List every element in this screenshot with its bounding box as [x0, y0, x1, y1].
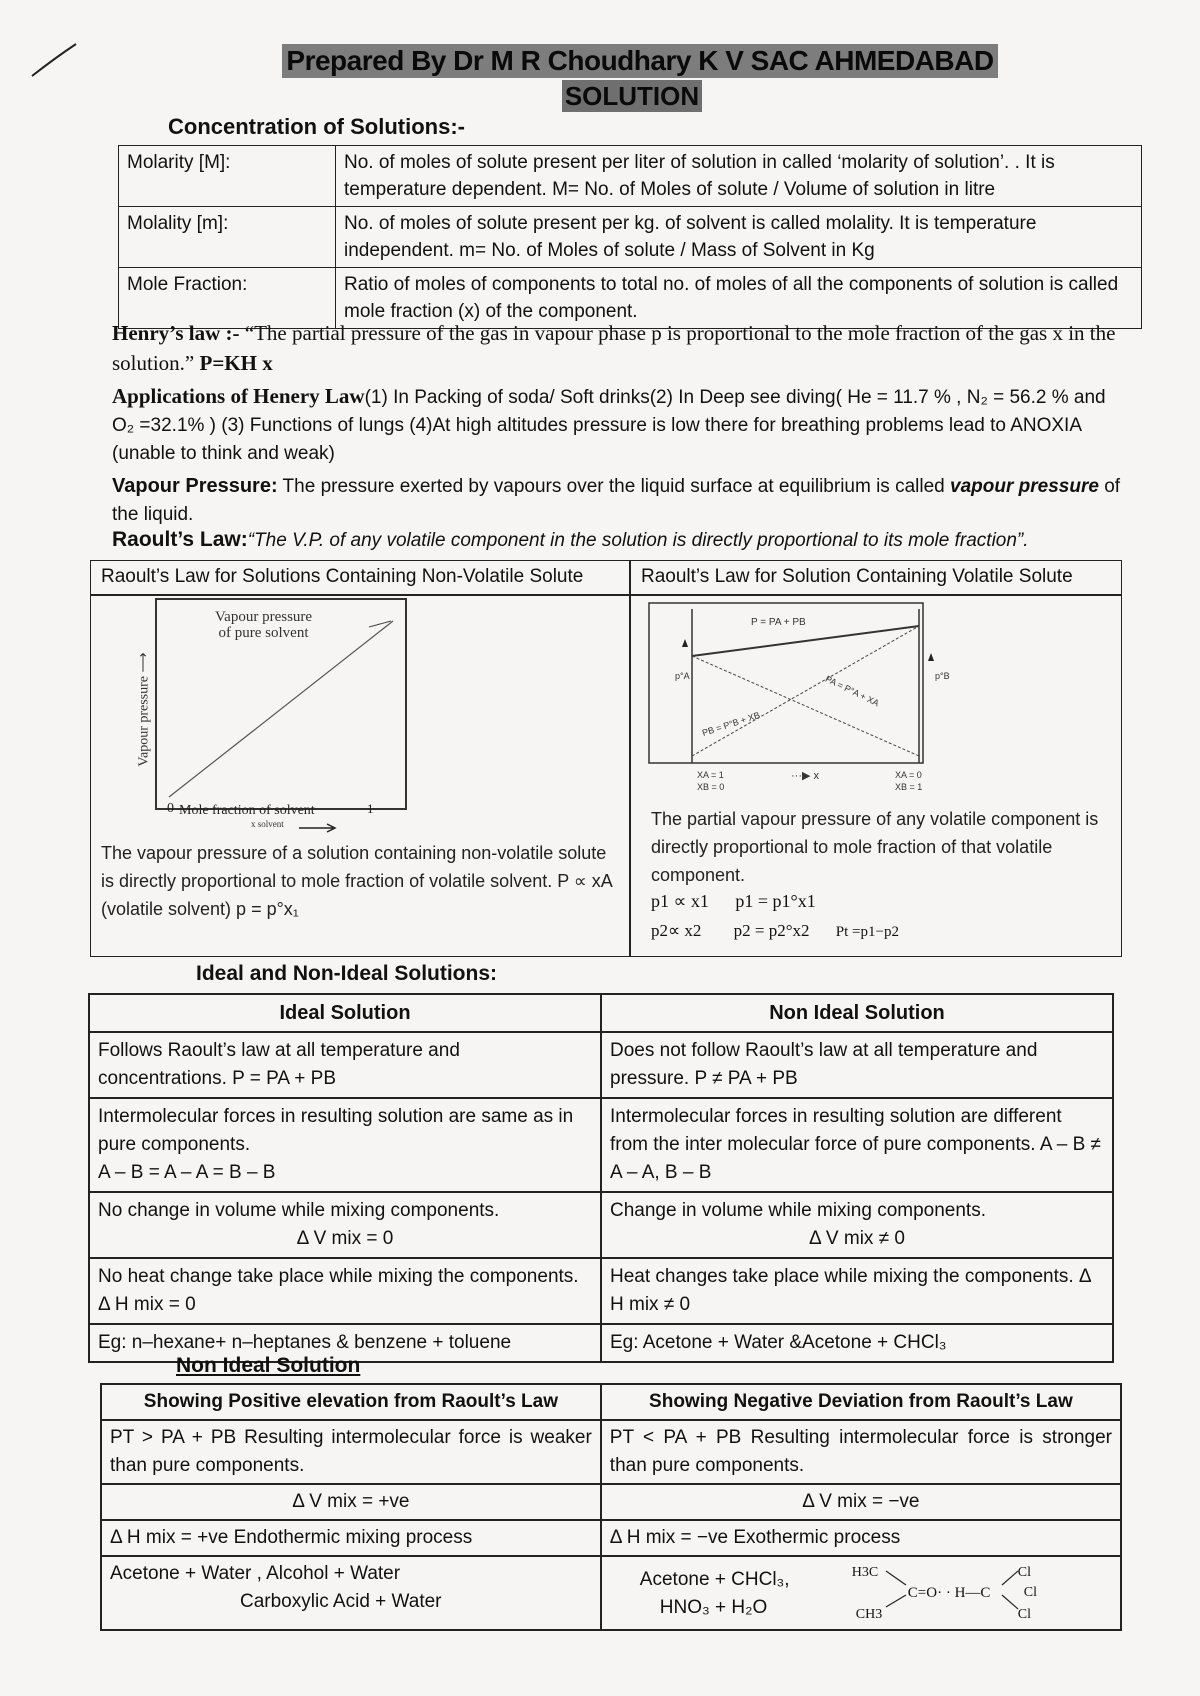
struct-carbonyl-chain: C=O· · H—C [907, 1585, 991, 1601]
pure-solvent-label-line1: Vapour pressure [215, 609, 313, 625]
vapour-text-1: The pressure exerted by vapours over the liquid surface at equilibrium is called [277, 476, 951, 497]
ideal-r3-text: No change in volume while mixing components. [98, 1200, 500, 1221]
ideal-r4: No heat change take place while mixing the components. Δ H mix = 0 [89, 1258, 601, 1324]
negative-r4-line1: Acetone + CHCl₃, [639, 1569, 790, 1590]
applications-label: Applications of Henery Law [112, 384, 365, 408]
struct-cl-1: Cl [1017, 1565, 1032, 1580]
nonideal-r3-formula: Δ V mix ≠ 0 [809, 1228, 905, 1249]
struct-cl-3: Cl [1017, 1607, 1032, 1622]
deviation-table [100, 1383, 1122, 1631]
struct-cl-2: Cl [1023, 1585, 1038, 1600]
arrow-right-icon [299, 823, 339, 833]
struct-bonds [852, 1559, 1092, 1623]
pa0-label: p°A [675, 671, 690, 681]
ideal-r2-formula: A – B = A – A = B – B [98, 1162, 276, 1183]
document-subtitle: SOLUTION [562, 80, 702, 112]
table-row [101, 1420, 1121, 1484]
negative-r4 [601, 1556, 1121, 1630]
col-negative-deviation: Showing Negative Deviation from Raoult’s Law [601, 1384, 1121, 1420]
left-x-labels [697, 769, 724, 793]
nonideal-r1: Does not follow Raoult’s law at all temperature and pressure. P ≠ PA + PB [601, 1032, 1113, 1098]
xa-equals-0: XA = 0 [895, 770, 922, 780]
henry-formula: P=KH x [199, 351, 273, 375]
table-row [101, 1520, 1121, 1556]
table-row [119, 146, 1142, 207]
table-row [101, 1556, 1121, 1630]
term-molality: Molality [m]: [119, 207, 336, 268]
table-row [101, 1484, 1121, 1520]
ideal-heading: Ideal and Non-Ideal Solutions: [196, 962, 498, 985]
applications-text: (1) In Packing of soda/ Soft drinks(2) In Deep see diving( He = 11.7 % , N₂ = 56.2 % and O₂ =32.1% ) (3) Functions of lungs (4)At high altitudes pressure is low there for breathing problems lead to ANOXIA (unable to think and weak) [112, 387, 1106, 464]
raoult-text: “The V.P. of any volatile component in the solution is directly proportional to its mole fraction”. [247, 530, 1029, 551]
henry-label: Henry’s law :- [112, 321, 240, 345]
total-pressure-label: P = PA + PB [751, 617, 806, 628]
table-row [89, 1032, 1113, 1098]
raoult-right-title: Raoult’s Law for Solution Containing Volatile Solute [641, 566, 1073, 587]
henry-text: “The partial pressure of the gas in vapour phase p is proportional to the mole fraction of the gas x in the solution.” [112, 321, 1116, 375]
nonideal-r3 [601, 1192, 1113, 1258]
non-volatile-solute-graph [121, 597, 511, 837]
nonideal-r2: Intermolecular forces in resulting solution are different from the inter molecular force of pure components. A – B ≠ A – A, B – B [601, 1098, 1113, 1192]
raoult-left-title: Raoult’s Law for Solutions Containing Non-Volatile Solute [101, 566, 584, 587]
raoult-comparison-box [90, 560, 1122, 957]
volatile-eq-row-1 [651, 891, 816, 912]
ideal-r2-text: Intermolecular forces in resulting solution are same as in pure components. [98, 1106, 574, 1155]
ideal-r2 [89, 1098, 601, 1192]
ideal-r1: Follows Raoult’s law at all temperature and concentrations. P = PA + PB [89, 1032, 601, 1098]
table-header-row [89, 994, 1113, 1032]
positive-r2: Δ V mix = +ve [101, 1484, 601, 1520]
x-solvent-sub-label: x solvent [251, 819, 284, 829]
vapour-label: Vapour Pressure: [112, 475, 278, 497]
ideal-r3 [89, 1192, 601, 1258]
vapour-text-2: of the liquid. [112, 476, 1121, 525]
col-positive-deviation: Showing Positive elevation from Raoult’s Law [101, 1384, 601, 1420]
p1-proportional: p1 ∝ x1 [651, 891, 709, 911]
non-volatile-description: The vapour pressure of a solution containing non-volatile solute is directly proportional to mole fraction of volatile solvent. P ∝ xA (volatile solvent) p = p°x₁ [101, 843, 612, 919]
p1-equation: p1 = p1°x1 [735, 891, 816, 911]
non-ideal-heading: Non Ideal Solution [176, 1354, 361, 1377]
p2-equation: p2 = p2°x2 [733, 921, 810, 940]
ideal-r5: Eg: n–hexane+ n–heptanes & benzene + toluene [89, 1324, 601, 1362]
x-axis-label: x [813, 770, 820, 782]
negative-r3: Δ H mix = −ve Exothermic process [601, 1520, 1121, 1556]
term-molarity: Molarity [M]: [119, 146, 336, 207]
pb0-label: p°B [935, 671, 950, 681]
right-x-labels [895, 769, 922, 793]
raoult-label: Raoult’s Law: [112, 528, 248, 551]
document-title: Prepared By Dr M R Choudhary K V SAC AHMEDABAD [282, 44, 998, 78]
x-tick-zero: 0 [167, 801, 174, 816]
pure-solvent-label [215, 609, 312, 641]
negative-r4-line2: HNO₃ + H₂O [659, 1597, 768, 1618]
p2-proportional: p2∝ x2 [651, 921, 702, 940]
col-non-ideal: Non Ideal Solution [601, 994, 1113, 1032]
pb-line-label: PB = P°B + XB [700, 709, 762, 739]
term-mole-fraction: Mole Fraction: [119, 268, 336, 329]
nonideal-r3-text: Change in volume while mixing components. [610, 1200, 986, 1221]
vapour-emph: vapour pressure [950, 476, 1099, 497]
positive-r4 [101, 1556, 601, 1630]
table-row [119, 207, 1142, 268]
table-row [89, 1258, 1113, 1324]
positive-r4-line2: Carboxylic Acid + Water [240, 1591, 442, 1612]
henry-law-paragraph [112, 318, 1122, 378]
pure-solvent-label-line2: of pure solvent [218, 625, 309, 641]
negative-r1: PT < PA + PB Resulting intermolecular force is stronger than pure components. [601, 1420, 1121, 1484]
table-row [89, 1098, 1113, 1192]
positive-r1: PT > PA + PB Resulting intermolecular force is weaker than pure components. [101, 1420, 601, 1484]
mole-fraction-axis-label: Mole fraction of solvent [179, 803, 315, 818]
table-header-row [101, 1384, 1121, 1420]
hydrogen-bond-structure [852, 1559, 1092, 1623]
negative-r2: Δ V mix = −ve [601, 1484, 1121, 1520]
ideal-vs-nonideal-table [88, 993, 1114, 1363]
volatile-eq-row-2 [651, 921, 899, 941]
nonideal-r5: Eg: Acetone + Water &Acetone + CHCl₃ [601, 1324, 1113, 1362]
applications-paragraph [112, 382, 1122, 468]
nonideal-r4: Heat changes take place while mixing the components. Δ H mix ≠ 0 [601, 1258, 1113, 1324]
positive-r4-line1: Acetone + Water , Alcohol + Water [110, 1563, 401, 1584]
pt-equation: Pt =p1−p2 [835, 924, 899, 940]
pen-stroke-mark [30, 40, 80, 80]
positive-r3: Δ H mix = +ve Endothermic mixing process [101, 1520, 601, 1556]
volatile-description: The partial vapour pressure of any volatile component is directly proportional to mole fraction of that volatile component. [651, 809, 1099, 885]
concentration-heading: Concentration of Solutions:- [168, 114, 465, 139]
col-ideal: Ideal Solution [89, 994, 601, 1032]
table-row [89, 1192, 1113, 1258]
concentration-table [118, 145, 1142, 329]
xb-equals-0: XB = 0 [697, 782, 725, 792]
struct-h3c: H3C [851, 1565, 879, 1580]
xa-equals-1: XA = 1 [697, 770, 724, 780]
vapour-pressure-paragraph [112, 472, 1122, 529]
xb-equals-1: XB = 1 [895, 782, 923, 792]
vapour-pressure-axis-label: Vapour pressure ⟶ [136, 652, 152, 767]
x-tick-one: 1 [367, 801, 374, 816]
def-molality: No. of moles of solute present per kg. of solvent is called molality. It is temperature independent. m= No. of Moles of solute / Mass of Solvent in Kg [336, 207, 1142, 268]
def-molarity: No. of moles of solute present per liter of solution in called ‘molarity of solution’. . It is temperature dependent. M= No. of Moles of solute / Volume of solution in litre [336, 146, 1142, 207]
def-mole-fraction: Ratio of moles of components to total no. of moles of all the components of solution is called mole fraction (x) of the component. [336, 268, 1142, 329]
x-axis-arrow: ···▶ x [791, 770, 820, 782]
struct-ch3: CH3 [855, 1607, 883, 1622]
raoult-law-line [112, 528, 1162, 552]
pa-line-label: PA = P°A + XA [823, 673, 881, 709]
ideal-r3-formula: Δ V mix = 0 [296, 1228, 394, 1249]
